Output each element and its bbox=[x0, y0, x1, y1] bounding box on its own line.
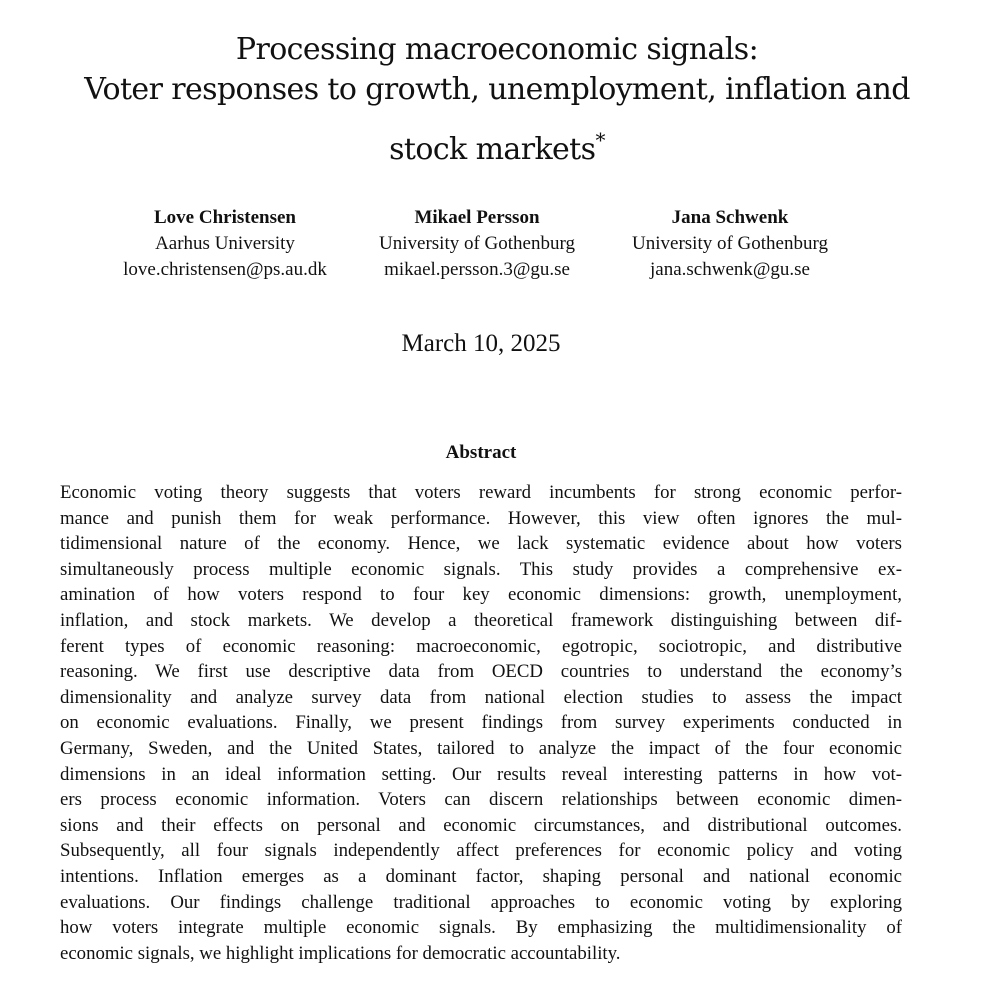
author-affiliation: University of Gothenburg bbox=[379, 233, 575, 254]
author-name: Jana Schwenk bbox=[671, 207, 789, 228]
abstract-line: how voters integrate multiple economic signals. By emphasizing the multidimensionality of bbox=[60, 917, 902, 939]
abstract-line: sions and their effects on personal and economic circumstances, and distributional outcomes. bbox=[60, 814, 902, 836]
author-name: Mikael Persson bbox=[414, 207, 540, 228]
abstract-line: on economic evaluations. Finally, we present findings from survey experiments conducted in bbox=[60, 712, 902, 734]
abstract-line: simultaneously process multiple economic signals. This study provides a comprehensive ex- bbox=[60, 558, 902, 580]
author-2 bbox=[352, 205, 602, 283]
author-affiliation: University of Gothenburg bbox=[632, 233, 828, 254]
author-3 bbox=[605, 205, 855, 283]
title-line-3-text: stock markets bbox=[389, 132, 596, 167]
title-line-1: Processing macroeconomic signals: bbox=[235, 32, 759, 67]
abstract-line: Subsequently, all four signals independently affect preferences for economic policy and voting bbox=[60, 840, 902, 862]
title-line-2: Voter responses to growth, unemployment, inflation and bbox=[84, 72, 910, 107]
author-affiliation: Aarhus University bbox=[155, 233, 295, 254]
abstract-line: evaluations. Our findings challenge traditional approaches to economic voting by exploring bbox=[60, 891, 902, 913]
abstract-line: inflation, and stock markets. We develop a theoretical framework distinguishing between dif- bbox=[60, 609, 902, 631]
abstract-line: tidimensional nature of the economy. Hence, we lack systematic evidence about how voters bbox=[60, 533, 902, 555]
abstract-line: ers process economic information. Voters can discern relationships between economic dimen- bbox=[60, 789, 902, 811]
author-email: mikael.persson.3@gu.se bbox=[384, 259, 570, 280]
author-email: love.christensen@ps.au.dk bbox=[123, 259, 327, 280]
abstract-line: economic signals, we highlight implications for democratic accountability. bbox=[60, 942, 621, 964]
abstract-line: Germany, Sweden, and the United States, tailored to analyze the impact of the four economic bbox=[60, 737, 902, 759]
abstract-line: intentions. Inflation emerges as a dominant factor, shaping personal and national economic bbox=[60, 865, 902, 887]
abstract-line: reasoning. We first use descriptive data from OECD countries to understand the economy’s bbox=[60, 661, 902, 683]
abstract-line: dimensions in an ideal information setting. Our results reveal interesting patterns in how vot- bbox=[60, 763, 902, 785]
abstract-line: mance and punish them for weak performance. However, this view often ignores the mul- bbox=[60, 507, 902, 529]
author-1 bbox=[100, 205, 350, 283]
author-email: jana.schwenk@gu.se bbox=[650, 259, 810, 280]
abstract-line: dimensionality and analyze survey data from national election studies to assess the impact bbox=[60, 686, 902, 708]
publication-date: March 10, 2025 bbox=[401, 330, 561, 357]
author-name: Love Christensen bbox=[154, 207, 296, 228]
abstract-line: ferent types of economic reasoning: macroeconomic, egotropic, sociotropic, and distributive bbox=[60, 635, 902, 657]
paper-title bbox=[0, 30, 994, 170]
title-line-3 bbox=[0, 130, 994, 170]
abstract-heading: Abstract bbox=[445, 442, 517, 463]
abstract-line: amination of how voters respond to four key economic dimensions: growth, unemployment, bbox=[60, 584, 902, 606]
abstract-body bbox=[60, 480, 902, 966]
title-footnote-mark: * bbox=[595, 128, 605, 152]
abstract-line: Economic voting theory suggests that voters reward incumbents for strong economic perfor- bbox=[60, 482, 902, 503]
